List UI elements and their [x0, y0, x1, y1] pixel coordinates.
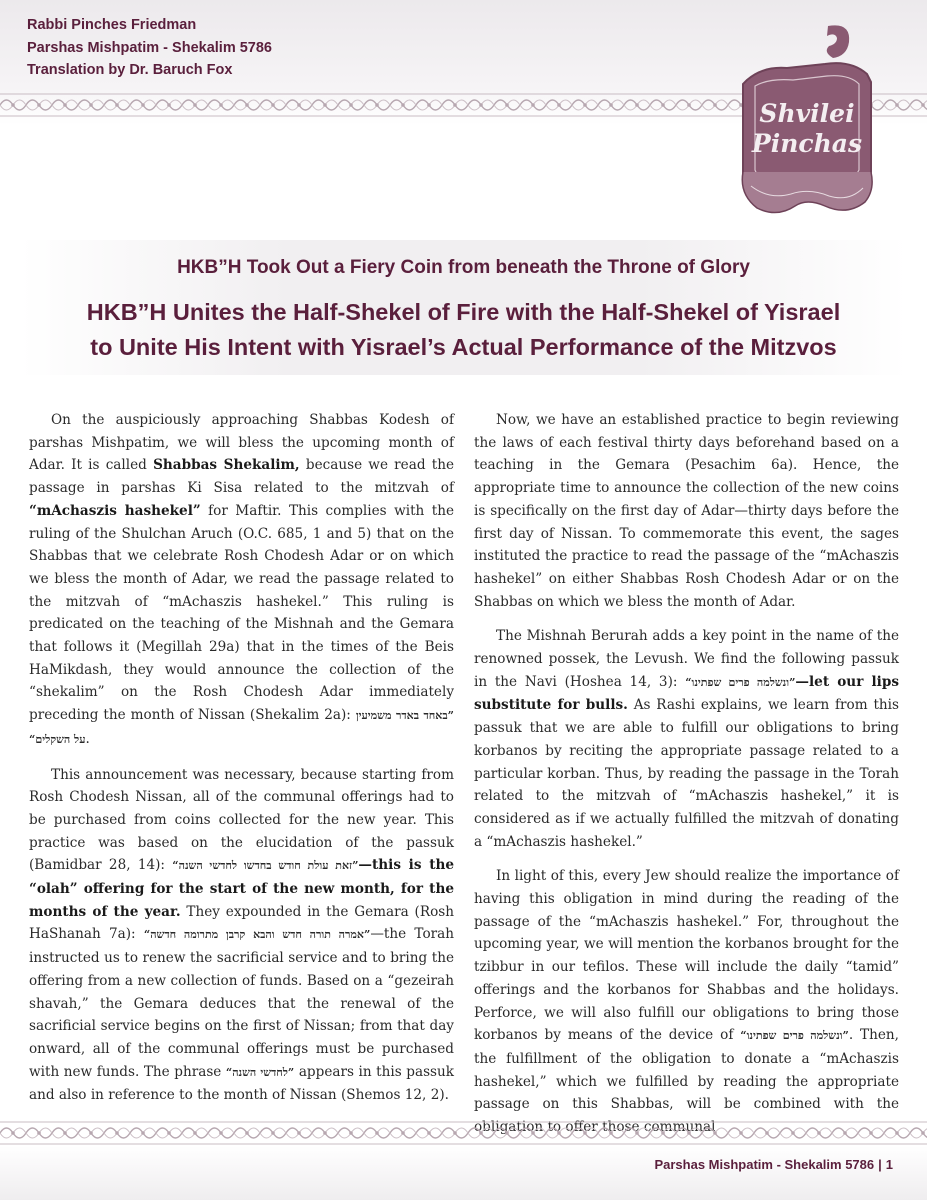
- paragraph: Now, we have an established practice to begin reviewing the laws of each festival thirty days beforehand based on a teaching in the Gemara (Pesachim 6a). Hence, the appropriate time to announce the collection of the new coins is specifically on the first day of Adar—thirty days before the first day of Nissan. To commemorate this event, the sages instituted the practice to read the passage of the “mAchaszis hashekel” on either Shabbas Rosh Chodesh Adar or on the Shabbas on which we bless the month of Adar.: [474, 412, 899, 610]
- article-subtitle: HKB”H Took Out a Fiery Coin from beneath the Throne of Glory: [177, 257, 750, 278]
- translator-credit: Translation by Dr. Baruch Fox: [27, 62, 233, 78]
- paragraph: The Mishnah Berurah adds a key point in the name of the renowned possek, the Levush. We find the following passuk in the Navi (Hoshea 14, 3): ”ונשלמה פרים שפתינו“—let our lips substitute for bulls. As Rashi explains, we learn from this passuk that we are able to fulfill our obligations to bring korbanos by reciting the appropriate passage related to a particular korban. Thus, by reading the passage in the Torah related to the mitzvah of “mAchaszis hashekel,” it is considered as if we actually fulfilled the mitzvah of donating a “mAchaszis hashekel.”: [474, 628, 899, 850]
- header-info: [27, 14, 272, 82]
- title-line-1: HKB”H Unites the Half-Shekel of Fire with the Half-Shekel of Yisrael: [86, 299, 841, 325]
- hebrew-quote: ”ונשלמה פרים שפתינו“: [740, 1029, 849, 1043]
- paragraph: On the auspiciously approaching Shabbas Kodesh of parshas Mishpatim, we will bless the upcoming month of Adar. It is called Shabbas Shekalim, because we read the passage in parshas Ki Sisa related to the mitzvah of “mAchaszis hashekel” for Maftir. This complies with the ruling of the Shulchan Aruch (O.C. 685, 1 and 5) that on the Shabbas that we celebrate Rosh Chodesh Adar or on which we bless the month of Adar, we read the passage related to the mitzvah of “mAchaszis hashekel.” This ruling is predicated on the teaching of the Mishnah and the Gemara that follows it (Megillah 29a) that in the times of the Beis HaMikdash, they would announce the collection of the “shekalim” on the Rosh Chodesh Adar immediately preceding the month of Nissan (Shekalim 2a): ”באחד באדר משמיעין על השקלים“.: [29, 412, 454, 747]
- left-column: [29, 409, 454, 1119]
- footer-separator: |: [878, 1157, 882, 1172]
- hebrew-quote: ”לחדשי השנה“: [225, 1065, 295, 1079]
- article-title: [0, 295, 927, 365]
- title-line-2: to Unite His Intent with Yisrael’s Actual Performance of the Mitzvos: [90, 334, 837, 360]
- footer-label: Parshas Mishpatim - Shekalim 5786: [654, 1157, 875, 1172]
- logo-text-line2: Pinchas: [751, 129, 863, 158]
- page-number: 1: [885, 1157, 893, 1172]
- parsha-name: Parshas Mishpatim - Shekalim 5786: [27, 39, 272, 56]
- paragraph: In light of this, every Jew should realize the importance of having this obligation in mind during the reading of the passage of the “mAchaszis hashekel.” For, throughout the upcoming year, we will mention the korbanos brought for the tzibbur in our tefilos. These will include the daily “tamid” offerings and the korbanos for Shabbas and the holidays. Perforce, we will also fulfill our obligations to bring those korbanos by means of the device of ”ונשלמה פרים שפתינו“. Then, the fulfillment of the obligation to donate a “mAchaszis hashekel,” which we fulfilled by reading the appropriate passage on this Shabbas, will be combined with the: [474, 868, 899, 1113]
- paragraph: This announcement was necessary, because starting from Rosh Chodesh Nissan, all of the communal offerings had to be purchased from coins collected for the new year. This practice was based on the elucidation of the passuk (Bamidbar 28, 14): ”זאת עולת חודש בחדשו לחדשי השנה“—this is the “olah” offering for the start of the new month, for the months of the year. They expounded in the Gemara (Rosh HaShanah 7a): ”אמרה תורה חדש והבא קרבן מתרומה חדשה“—the Torah instructed us to renew the sacrificial service and to bring the offering from a new collection of funds. Based on a “gezeirah shavah,” the Gemara deduces that the renewal of the sacrificial service begins on the first of Nissan; from that day onward, all of the communal offerings must be purchased with new funds. The phrase ”לחדשי השנה“ appears in this passuk and also in reference to the month of Nissan (Shemos 12, 2).: [29, 766, 455, 1104]
- logo-text-line1: Shvilei: [759, 99, 855, 128]
- shvilei-pinchas-logo: [733, 22, 879, 220]
- footer-bar: [0, 1146, 927, 1200]
- author-name: Rabbi Pinches Friedman: [27, 17, 197, 33]
- hebrew-quote: ”באחד באדר משמיעין על השקלים“: [29, 709, 454, 746]
- right-column: [474, 409, 899, 1151]
- page-footer: [654, 1157, 893, 1172]
- hebrew-quote: ”אמרה תורה חדש והבא קרבן מתרומה חדשה“: [143, 928, 371, 942]
- hebrew-quote: ”ונשלמה פרים שפתינו“: [685, 675, 796, 689]
- bottom-ornament-border: [0, 1120, 927, 1146]
- hebrew-quote: ”זאת עולת חודש בחדשו לחדשי השנה“: [172, 859, 359, 873]
